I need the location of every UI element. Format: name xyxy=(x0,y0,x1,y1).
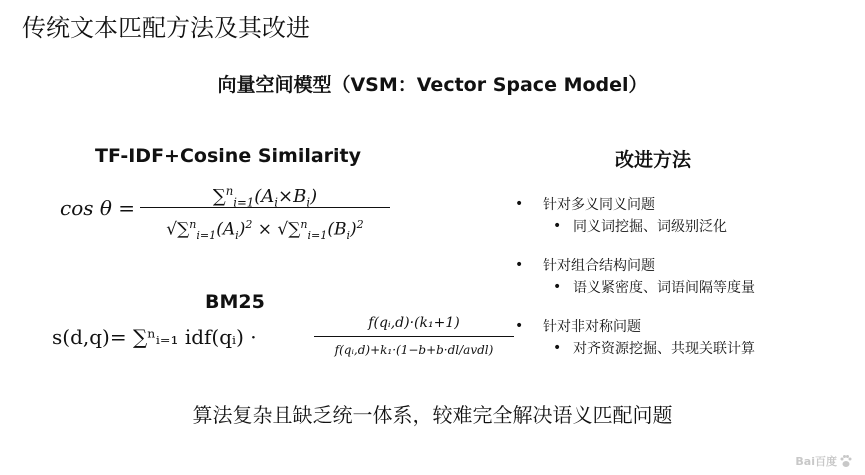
bm25-formula xyxy=(52,312,494,378)
bullet-icon: • xyxy=(553,340,562,356)
baidu-watermark xyxy=(795,453,853,469)
cosine-formula xyxy=(55,176,395,248)
list-item xyxy=(515,193,855,237)
cosine-lhs: cos θ = xyxy=(60,196,136,220)
tfidf-heading: TF-IDF+Cosine Similarity xyxy=(95,145,362,167)
slide-title: 传统文本匹配方法及其改进 xyxy=(22,14,310,42)
baidu-paw-icon xyxy=(839,454,853,468)
bm25-numerator: f(qᵢ,d)·(k₁+1) xyxy=(368,315,460,331)
bullet-icon: • xyxy=(553,279,562,295)
improvement-detail: 同义词挖掘、词级别泛化 xyxy=(573,219,727,235)
list-item xyxy=(515,315,855,359)
improvement-detail: 对齐资源挖掘、共现关联计算 xyxy=(573,341,755,357)
fraction-bar xyxy=(140,207,390,208)
improvements-heading: 改进方法 xyxy=(615,149,692,171)
list-item xyxy=(515,254,855,298)
subtitle: 向量空间模型（VSM：Vector Space Model） xyxy=(217,74,648,96)
bullet-icon: • xyxy=(515,257,524,273)
improvement-detail: 语义紧密度、词语间隔等度量 xyxy=(573,280,755,296)
bm25-fraction xyxy=(314,312,514,361)
cosine-numerator: $\sum^n_{i=1}(A_i\times B_i)$ xyxy=(212,184,318,210)
bullet-icon: • xyxy=(515,196,524,212)
fraction-bar xyxy=(314,336,514,337)
bullet-icon: • xyxy=(515,318,524,334)
watermark-text: Bai百度 xyxy=(795,455,837,468)
conclusion-text: 算法复杂且缺乏统一体系，较难完全解决语义匹配问题 xyxy=(192,403,673,427)
improvement-title: 针对多义同义问题 xyxy=(543,197,655,213)
bullet-icon: • xyxy=(553,218,562,234)
improvement-title: 针对非对称问题 xyxy=(543,319,641,335)
improvements-list xyxy=(515,193,855,376)
bm25-lhs: s(d,q)= ∑ⁿᵢ₌₁ idf(qᵢ) · xyxy=(52,325,257,349)
improvement-title: 针对组合结构问题 xyxy=(543,258,655,274)
bm25-denominator: f(qᵢ,d)+k₁·(1−b+b·dl/avdl) xyxy=(334,343,494,357)
cosine-denominator: $√\sum^n_{i=1}(A_i)^2 \times √\sum^n_{i=1}(B_i)^2$ xyxy=(166,218,364,243)
cosine-fraction xyxy=(140,176,390,251)
bm25-heading: BM25 xyxy=(205,291,265,313)
